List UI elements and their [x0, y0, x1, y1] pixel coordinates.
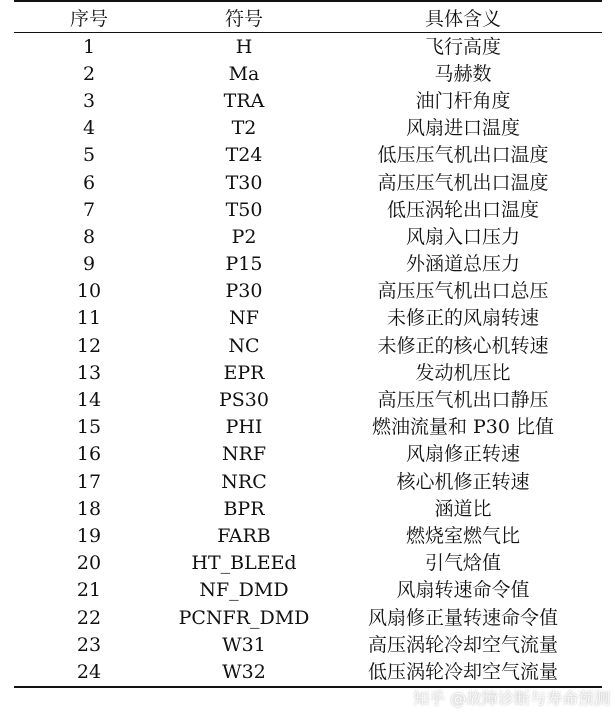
row-symbol: NRF — [221, 443, 267, 466]
table-header-row — [14, 1, 602, 33]
row-symbol: EPR — [223, 361, 265, 384]
header-symbol: 符号 — [164, 1, 324, 33]
row-meaning: 燃油流量和 P30 比值 — [371, 416, 555, 439]
row-symbol: PHI — [225, 416, 263, 439]
row-symbol: PS30 — [219, 389, 269, 412]
row-symbol: T30 — [225, 171, 263, 194]
row-symbol: W31 — [222, 633, 266, 656]
row-symbol: PCNFR_DMD — [178, 606, 310, 629]
row-meaning: 风扇转速命令值 — [396, 579, 530, 602]
table-row — [14, 87, 602, 114]
row-index: 20 — [76, 552, 102, 575]
row-index: 19 — [76, 524, 102, 547]
row-index: 13 — [76, 361, 102, 384]
row-meaning: 风扇修正转速 — [405, 443, 520, 466]
table-row — [14, 359, 602, 386]
table-row — [14, 33, 602, 61]
row-symbol: NRC — [221, 470, 267, 493]
row-meaning: 高压压气机出口静压 — [377, 389, 549, 412]
row-index: 12 — [76, 334, 102, 357]
row-meaning: 发动机压比 — [415, 361, 511, 384]
row-index: 2 — [82, 62, 96, 85]
table-row — [14, 278, 602, 305]
row-index: 17 — [76, 470, 102, 493]
row-meaning: 低压涡轮冷却空气流量 — [324, 658, 602, 686]
row-index: 5 — [82, 144, 96, 167]
row-meaning: 低压压气机出口温度 — [377, 144, 549, 167]
row-meaning: 未修正的核心机转速 — [377, 334, 549, 357]
table-row — [14, 115, 602, 142]
row-symbol: NF_DMD — [199, 579, 289, 602]
row-symbol: NC — [228, 334, 260, 357]
row-meaning: 风扇进口温度 — [405, 117, 520, 140]
table-row — [14, 196, 602, 223]
table-row — [14, 631, 602, 658]
row-meaning: 飞行高度 — [424, 35, 501, 58]
table-row — [14, 251, 602, 278]
row-meaning: 涵道比 — [434, 497, 492, 520]
table-row — [14, 577, 602, 604]
table-row — [14, 142, 602, 169]
row-index: 6 — [82, 171, 96, 194]
table-row — [14, 441, 602, 468]
row-index: 1 — [82, 35, 96, 58]
table-row — [14, 604, 602, 631]
row-index: 7 — [82, 198, 96, 221]
table-row — [14, 386, 602, 413]
row-index: 22 — [76, 606, 102, 629]
row-index: 14 — [76, 389, 102, 412]
row-meaning: 未修正的风扇转速 — [386, 307, 539, 330]
row-symbol: NF — [229, 307, 259, 330]
row-symbol: P2 — [231, 225, 257, 248]
row-meaning: 引气焓值 — [424, 552, 501, 575]
row-symbol: BPR — [223, 497, 265, 520]
row-index: 9 — [82, 253, 96, 276]
row-index: 8 — [82, 225, 96, 248]
table-row — [14, 332, 602, 359]
row-index: 16 — [76, 443, 102, 466]
watermark: 知乎 @故障诊断与寿命预测 — [413, 689, 611, 708]
parameter-table — [14, 0, 602, 688]
row-index: 18 — [76, 497, 102, 520]
table-row — [14, 414, 602, 441]
table-row — [14, 223, 602, 250]
header-meaning: 具体含义 — [324, 1, 602, 33]
row-symbol: P15 — [225, 253, 263, 276]
row-meaning: 高压压气机出口总压 — [377, 280, 549, 303]
table-row — [14, 468, 602, 495]
row-symbol: T24 — [225, 144, 263, 167]
header-index: 序号 — [14, 1, 164, 33]
row-index: 10 — [76, 280, 102, 303]
row-symbol: HT_BLEEd — [191, 552, 297, 575]
row-symbol: W32 — [164, 658, 324, 686]
row-symbol: Ma — [228, 62, 260, 85]
row-meaning: 马赫数 — [434, 62, 492, 85]
row-meaning: 核心机修正转速 — [396, 470, 530, 493]
table-row — [14, 169, 602, 196]
table-row — [14, 522, 602, 549]
row-symbol: FARB — [217, 524, 271, 547]
row-index: 11 — [76, 307, 102, 330]
row-meaning: 高压压气机出口温度 — [377, 171, 549, 194]
table-row — [14, 495, 602, 522]
row-meaning: 风扇修正量转速命令值 — [367, 606, 558, 629]
row-index: 4 — [82, 117, 96, 140]
row-meaning: 外涵道总压力 — [405, 253, 520, 276]
table-row — [14, 60, 602, 87]
row-meaning: 低压涡轮出口温度 — [386, 198, 539, 221]
table-row — [14, 550, 602, 577]
row-meaning: 油门杆角度 — [415, 89, 511, 112]
row-symbol: P30 — [225, 280, 263, 303]
row-index: 23 — [76, 633, 102, 656]
row-symbol: H — [235, 35, 253, 58]
row-index: 3 — [82, 89, 96, 112]
row-meaning: 风扇入口压力 — [405, 225, 520, 248]
row-meaning: 高压涡轮冷却空气流量 — [367, 633, 558, 656]
table-row — [14, 658, 602, 686]
row-symbol: TRA — [223, 89, 265, 112]
row-symbol: T2 — [231, 117, 257, 140]
row-index: 24 — [14, 658, 164, 686]
row-index: 21 — [76, 579, 102, 602]
row-meaning: 燃烧室燃气比 — [405, 524, 520, 547]
row-index: 15 — [76, 416, 102, 439]
table-row — [14, 305, 602, 332]
row-symbol: T50 — [225, 198, 263, 221]
